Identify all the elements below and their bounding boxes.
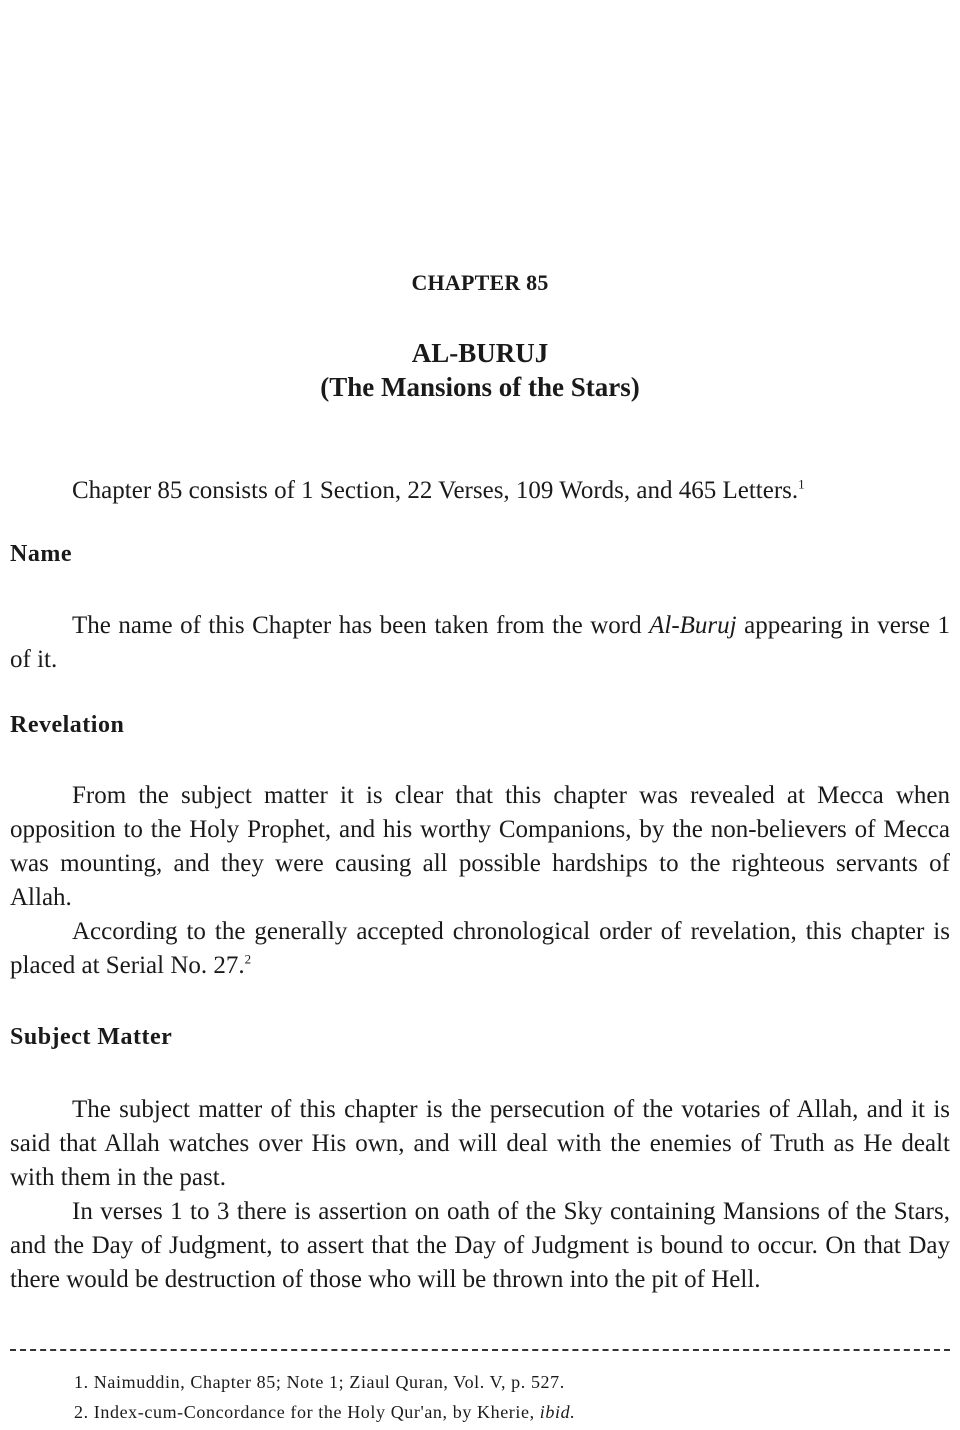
chapter-subtitle: (The Mansions of the Stars) [320, 372, 640, 402]
revelation-paragraph-2 [10, 915, 950, 983]
footnote-divider [10, 1349, 950, 1351]
chapter-stats [10, 474, 950, 508]
footnote-2-italic: ibid. [539, 1402, 576, 1422]
name-text-before: The name of this Chapter has been taken from the word [72, 612, 650, 639]
heading-revelation: Revelation [10, 712, 125, 738]
footnote-1: 1. Naimuddin, Chapter 85; Note 1; Ziaul Quran, Vol. V, p. 527. [74, 1372, 565, 1392]
footnote-2-text: 2. Index-cum-Concordance for the Holy Qur'an, by Kherie, [74, 1402, 540, 1422]
name-term: Al-Buruj [649, 612, 737, 639]
footnote-ref-2: 2 [244, 951, 252, 967]
subject-matter-paragraph-2: In verses 1 to 3 there is assertion on oath of the Sky containing Mansions of the Stars, and the Day of Judgment, to assert that the Day of Judgment is bound to occur. On that Day there would be destruction of those who will be thrown into the pit of Hell. [10, 1198, 950, 1293]
footnote-2 [74, 1397, 575, 1427]
chapter-title: AL-BURUJ [411, 338, 549, 368]
subject-matter-body [10, 1093, 950, 1297]
revelation-paragraph-1: From the subject matter it is clear that this chapter was revealed at Mecca when opposition to the Holy Prophet, and his worthy Companions, by the non-believers of Mecca was mounting, and they were causing all possible hardships to the righteous servants of Allah. [10, 782, 950, 911]
chapter-title-block [10, 336, 950, 404]
name-paragraph [10, 609, 950, 677]
heading-subject-matter: Subject Matter [10, 1024, 173, 1050]
subject-matter-paragraph-1: The subject matter of this chapter is the persecution of the votaries of Allah, and it is said that Allah watches over His own, and will deal with the enemies of Truth as He dealt with them in the past. [10, 1096, 950, 1191]
footnote-ref-1: 1 [798, 476, 805, 492]
footnotes [74, 1367, 575, 1427]
heading-name: Name [10, 541, 72, 567]
document-page [10, 0, 950, 1430]
chapter-stats-text: Chapter 85 consists of 1 Section, 22 Verses, 109 Words, and 465 Letters. [72, 477, 799, 504]
revelation-paragraph-2-text: According to the generally accepted chronological order of revelation, this chapter is placed at Serial No. 27. [10, 918, 950, 979]
chapter-number: CHAPTER 85 [411, 270, 549, 295]
name-text-after: appearing in verse 1 of it. [10, 612, 950, 673]
revelation-body [10, 779, 950, 983]
